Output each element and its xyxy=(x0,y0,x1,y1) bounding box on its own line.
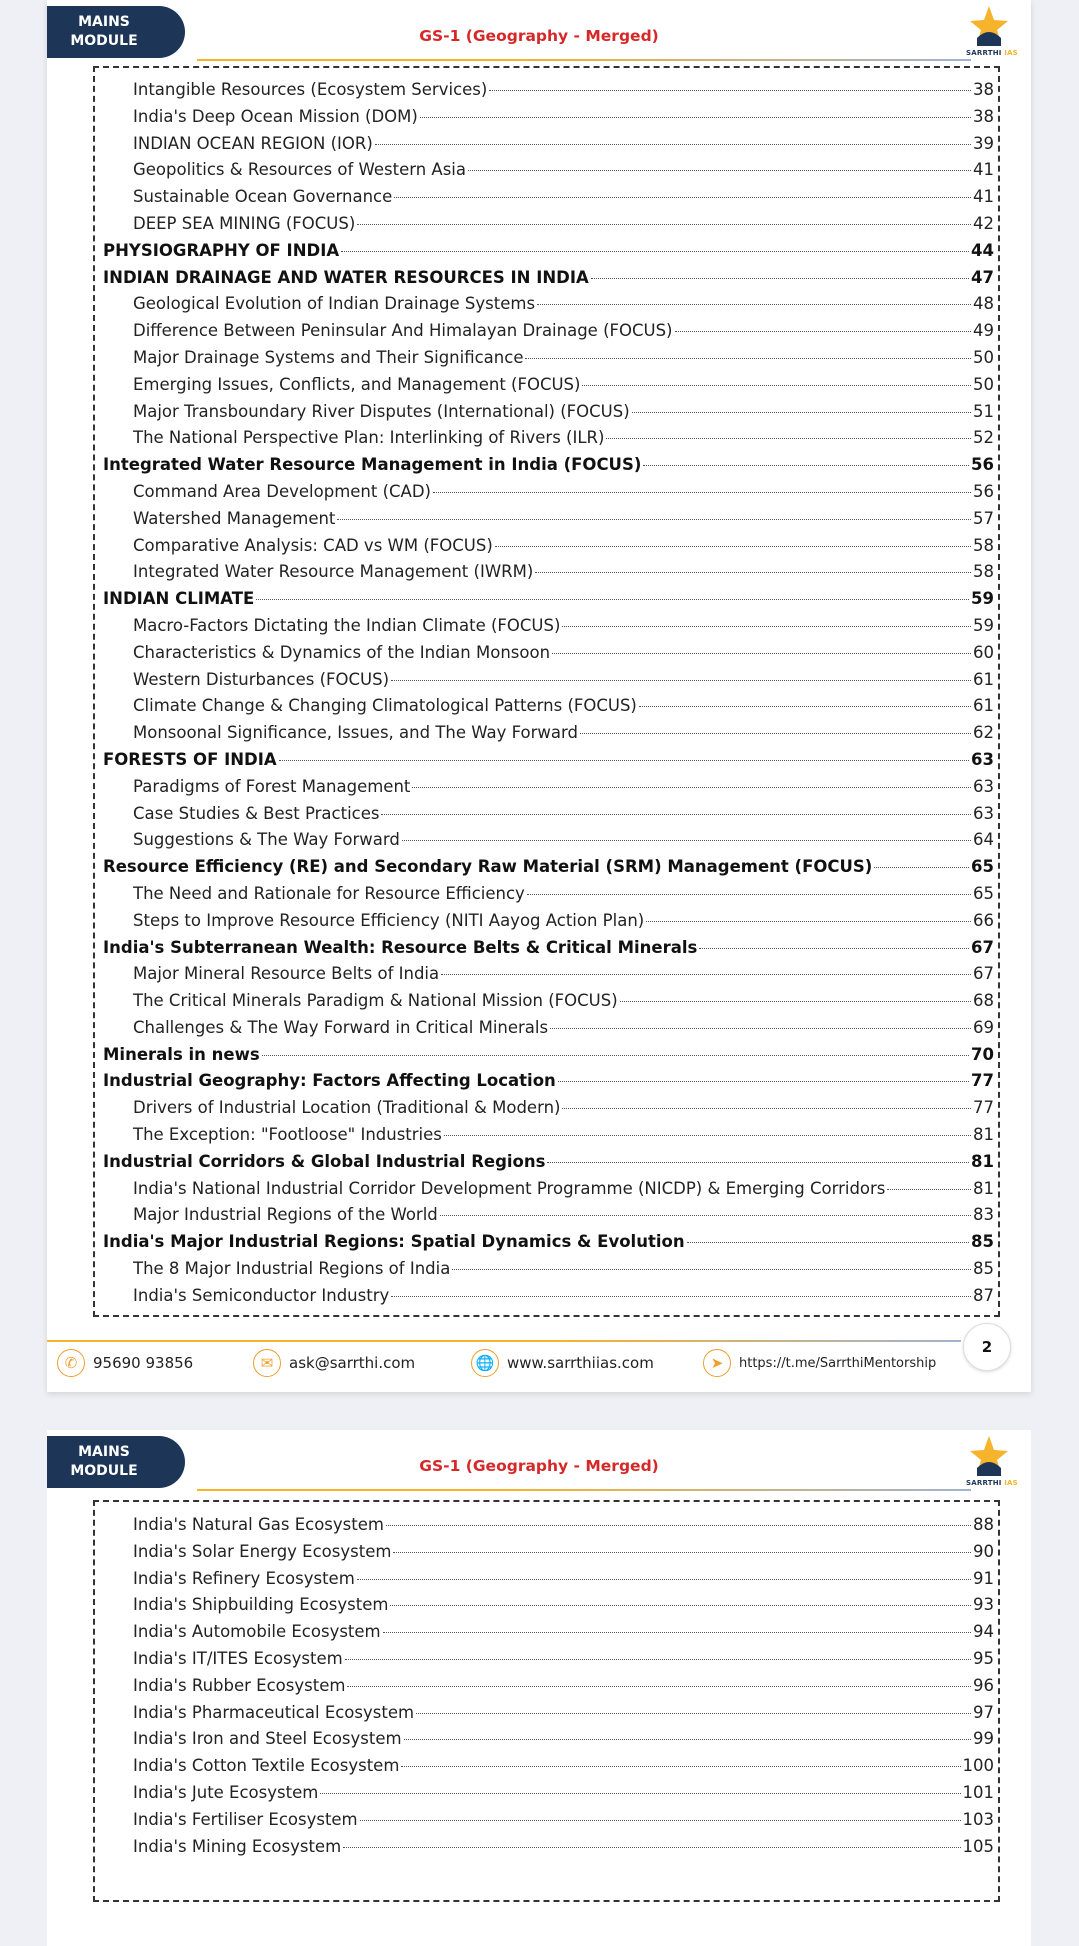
mail-icon: ✉ xyxy=(253,1349,281,1377)
toc-section-entry[interactable] xyxy=(95,777,998,804)
toc-entry-page: 57 xyxy=(973,508,994,528)
toc-entry-title: Steps to Improve Resource Efficiency (NITI Aayog Action Plan) xyxy=(133,910,645,930)
toc-entry-page: 63 xyxy=(973,776,994,796)
toc-section-entry[interactable] xyxy=(95,1259,998,1286)
toc-section-entry[interactable] xyxy=(95,1622,998,1649)
dot-leader xyxy=(444,1135,971,1136)
toc-entry-page: 77 xyxy=(973,1098,994,1118)
dot-leader xyxy=(495,546,971,547)
toc-list xyxy=(95,1502,998,1863)
toc-entry-title: Intangible Resources (Ecosystem Services) xyxy=(133,80,488,99)
toc-entry-title: INDIAN CLIMATE xyxy=(103,589,255,609)
dot-leader xyxy=(591,278,969,279)
toc-entry-page: 64 xyxy=(973,830,994,850)
toc-entry-page: 44 xyxy=(971,240,994,260)
toc-entry-page: 48 xyxy=(973,294,994,314)
toc-entry-title: Integrated Water Resource Management in India (FOCUS) xyxy=(103,455,642,475)
toc-section-entry[interactable] xyxy=(95,294,998,321)
document-page-2 xyxy=(47,1430,1031,1946)
toc-section-entry[interactable] xyxy=(95,1676,998,1703)
header-divider xyxy=(197,1489,971,1491)
toc-entry-title: Challenges & The Way Forward in Critical Minerals xyxy=(133,1017,549,1037)
toc-entry-page: 49 xyxy=(973,321,994,341)
toc-entry-page: 56 xyxy=(971,455,994,475)
footer-phone[interactable] xyxy=(57,1349,193,1377)
toc-entry-page: 81 xyxy=(973,1178,994,1198)
toc-entry-title: India's Automobile Ecosystem xyxy=(133,1622,381,1642)
toc-entry-page: 63 xyxy=(971,749,994,769)
toc-chapter-entry[interactable] xyxy=(95,1152,998,1179)
toc-section-entry[interactable] xyxy=(95,1595,998,1622)
toc-section-entry[interactable] xyxy=(95,509,998,536)
toc-section-entry[interactable] xyxy=(95,482,998,509)
toc-entry-title: Minerals in news xyxy=(103,1044,260,1064)
dot-leader xyxy=(341,251,969,252)
toc-section-entry[interactable] xyxy=(95,1569,998,1596)
toc-entry-page: 61 xyxy=(973,669,994,689)
toc-entry-title: Characteristics & Dynamics of the Indian Monsoon xyxy=(133,642,551,662)
footer-email[interactable] xyxy=(253,1349,415,1377)
footer-telegram-text: https://t.me/SarrthiMentorship xyxy=(739,1355,937,1371)
toc-entry-page: 101 xyxy=(962,1782,994,1802)
toc-section-entry[interactable] xyxy=(95,536,998,563)
toc-entry-page: 65 xyxy=(973,883,994,903)
dot-leader xyxy=(404,1739,971,1740)
toc-entry-page: 61 xyxy=(973,696,994,716)
dot-leader xyxy=(416,1713,971,1714)
dot-leader xyxy=(357,224,971,225)
toc-entry-title: The Need and Rationale for Resource Efficiency xyxy=(133,883,525,903)
telegram-icon: ➤ xyxy=(703,1349,731,1377)
toc-entry-title: Major Drainage Systems and Their Significance xyxy=(133,347,524,367)
toc-entry-title: Major Transboundary River Disputes (International) (FOCUS) xyxy=(133,401,630,421)
toc-entry-page: 90 xyxy=(973,1541,994,1561)
toc-entry-page: 65 xyxy=(971,857,994,877)
toc-entry-title: The 8 Major Industrial Regions of India xyxy=(133,1259,451,1279)
toc-entry-page: 59 xyxy=(971,589,994,609)
toc-entry-title: Geological Evolution of Indian Drainage Systems xyxy=(133,294,536,314)
dot-leader xyxy=(562,626,971,627)
star-logo-icon xyxy=(968,1434,1010,1478)
toc-entry-title: Comparative Analysis: CAD vs WM (FOCUS) xyxy=(133,535,493,555)
document-page-1 xyxy=(47,0,1031,1392)
toc-section-entry[interactable] xyxy=(95,884,998,911)
toc-entry-page: 68 xyxy=(973,991,994,1011)
toc-entry-page: 87 xyxy=(973,1285,994,1305)
toc-entry-page: 58 xyxy=(973,562,994,582)
toc-entry-title: Suggestions & The Way Forward xyxy=(133,830,400,850)
dot-leader xyxy=(452,1269,971,1270)
toc-entry-page: 81 xyxy=(973,1125,994,1145)
toc-entry-page: 62 xyxy=(973,723,994,743)
toc-entry-page: 103 xyxy=(962,1809,994,1829)
dot-leader xyxy=(390,1605,971,1606)
dot-leader xyxy=(433,492,971,493)
page-footer xyxy=(47,1340,1031,1392)
toc-entry-title: India's Rubber Ecosystem xyxy=(133,1675,346,1695)
toc-entry-title: The Exception: "Footloose" Industries xyxy=(133,1125,442,1145)
toc-entry-title: Emerging Issues, Conflicts, and Management (FOCUS) xyxy=(133,374,581,394)
dot-leader xyxy=(552,653,971,654)
toc-section-entry[interactable] xyxy=(95,1125,998,1152)
globe-icon: 🌐 xyxy=(471,1349,499,1377)
toc-entry-title: India's Iron and Steel Ecosystem xyxy=(133,1729,402,1749)
toc-entry-title: India's Solar Energy Ecosystem xyxy=(133,1541,392,1561)
toc-entry-page: 69 xyxy=(973,1017,994,1037)
dot-leader xyxy=(343,1847,960,1848)
toc-chapter-entry[interactable] xyxy=(95,455,998,482)
toc-entry-title: Monsoonal Significance, Issues, and The Way Forward xyxy=(133,723,579,743)
dot-leader xyxy=(347,1686,971,1687)
toc-entry-page: 66 xyxy=(973,910,994,930)
toc-entry-title: India's Cotton Textile Ecosystem xyxy=(133,1756,400,1776)
toc-section-entry[interactable] xyxy=(95,1810,998,1837)
toc-entry-page: 93 xyxy=(973,1595,994,1615)
star-logo-icon xyxy=(968,4,1010,48)
dot-leader xyxy=(320,1793,960,1794)
toc-entry-title: India's Fertiliser Ecosystem xyxy=(133,1809,358,1829)
dot-leader xyxy=(537,304,971,305)
toc-entry-title: FORESTS OF INDIA xyxy=(103,749,277,769)
toc-entry-title: Drivers of Industrial Location (Traditional & Modern) xyxy=(133,1098,561,1118)
toc-entry-page: 63 xyxy=(973,803,994,823)
dot-leader xyxy=(391,680,971,681)
toc-entry-title: Macro-Factors Dictating the Indian Climate (FOCUS) xyxy=(133,615,561,635)
toc-section-entry[interactable] xyxy=(95,1837,998,1864)
toc-chapter-entry[interactable] xyxy=(95,1071,998,1098)
toc-entry-title: India's Shipbuilding Ecosystem xyxy=(133,1595,389,1615)
dot-leader xyxy=(639,706,971,707)
toc-entry-title: India's Refinery Ecosystem xyxy=(133,1568,355,1588)
dot-leader xyxy=(632,412,971,413)
toc-entry-title: Difference Between Peninsular And Himalayan Drainage (FOCUS) xyxy=(133,321,673,341)
toc-entry-title: Climate Change & Changing Climatological Patterns (FOCUS) xyxy=(133,696,637,716)
toc-section-entry[interactable] xyxy=(95,1179,998,1206)
toc-section-entry[interactable] xyxy=(95,348,998,375)
toc-section-entry[interactable] xyxy=(95,670,998,697)
table-of-contents xyxy=(93,66,1000,1317)
footer-website[interactable] xyxy=(471,1349,654,1377)
toc-section-entry[interactable] xyxy=(95,214,998,241)
dot-leader xyxy=(646,921,971,922)
toc-section-entry[interactable] xyxy=(95,1098,998,1125)
toc-entry-page: 70 xyxy=(971,1044,994,1064)
dot-leader xyxy=(386,1525,971,1526)
toc-entry-title: PHYSIOGRAPHY OF INDIA xyxy=(103,240,340,260)
module-badge-line1: MAINS xyxy=(78,1444,130,1460)
toc-entry-page: 96 xyxy=(973,1675,994,1695)
toc-entry-title: Paradigms of Forest Management xyxy=(133,776,411,796)
dot-leader xyxy=(606,438,971,439)
toc-entry-title: Industrial Geography: Factors Affecting Location xyxy=(103,1071,556,1091)
dot-leader xyxy=(381,814,971,815)
table-of-contents xyxy=(93,1500,1000,1902)
dot-leader xyxy=(550,1028,971,1029)
toc-section-entry[interactable] xyxy=(95,643,998,670)
phone-icon: ✆ xyxy=(57,1349,85,1377)
toc-entry-title: Command Area Development (CAD) xyxy=(133,481,431,501)
dot-leader xyxy=(887,1189,971,1190)
toc-entry-page: 39 xyxy=(973,133,994,153)
toc-entry-title: India's Mining Ecosystem xyxy=(133,1836,342,1856)
logo-text: SARRTHI IAS xyxy=(966,49,1018,57)
dot-leader xyxy=(412,787,971,788)
toc-section-entry[interactable] xyxy=(95,107,998,134)
page-number: 2 xyxy=(963,1323,1011,1371)
toc-entry-page: 47 xyxy=(971,267,994,287)
toc-chapter-entry[interactable] xyxy=(95,268,998,295)
toc-section-entry[interactable] xyxy=(95,830,998,857)
dot-leader xyxy=(345,1659,971,1660)
dot-leader xyxy=(687,1242,969,1243)
toc-entry-page: 77 xyxy=(971,1071,994,1091)
toc-section-entry[interactable] xyxy=(95,375,998,402)
toc-chapter-entry[interactable] xyxy=(95,1232,998,1259)
toc-section-entry[interactable] xyxy=(95,80,998,107)
toc-section-entry[interactable] xyxy=(95,1729,998,1756)
toc-entry-page: 41 xyxy=(973,187,994,207)
toc-section-entry[interactable] xyxy=(95,402,998,429)
dot-leader xyxy=(441,974,971,975)
toc-chapter-entry[interactable] xyxy=(95,857,998,884)
dot-leader xyxy=(620,1001,971,1002)
dot-leader xyxy=(440,1215,971,1216)
document-title: GS-1 (Geography - Merged) xyxy=(419,1457,659,1475)
toc-section-entry[interactable] xyxy=(95,160,998,187)
toc-entry-page: 60 xyxy=(973,642,994,662)
footer-website-text: www.sarrthiias.com xyxy=(507,1354,654,1372)
dot-leader xyxy=(525,358,971,359)
dot-leader xyxy=(391,1296,971,1297)
toc-entry-title: Major Industrial Regions of the World xyxy=(133,1205,438,1225)
toc-entry-page: 97 xyxy=(973,1702,994,1722)
toc-section-entry[interactable] xyxy=(95,1515,998,1542)
dot-leader xyxy=(643,465,969,466)
toc-section-entry[interactable] xyxy=(95,1703,998,1730)
logo-text: SARRTHI IAS xyxy=(966,1479,1018,1487)
toc-entry-page: 38 xyxy=(973,106,994,126)
toc-entry-title: DEEP SEA MINING (FOCUS) xyxy=(133,213,356,233)
toc-entry-title: Sustainable Ocean Governance xyxy=(133,187,393,207)
toc-section-entry[interactable] xyxy=(95,1783,998,1810)
module-badge-line2: MODULE xyxy=(70,33,138,49)
dot-leader xyxy=(699,948,969,949)
toc-entry-page: 50 xyxy=(973,374,994,394)
toc-section-entry[interactable] xyxy=(95,428,998,455)
toc-entry-page: 51 xyxy=(973,401,994,421)
dot-leader xyxy=(558,1081,969,1082)
toc-entry-page: 94 xyxy=(973,1622,994,1642)
dot-leader xyxy=(468,170,971,171)
toc-entry-title: Case Studies & Best Practices xyxy=(133,803,380,823)
toc-entry-page: 38 xyxy=(973,80,994,99)
toc-entry-page: 50 xyxy=(973,347,994,367)
dot-leader xyxy=(535,572,971,573)
toc-entry-page: 83 xyxy=(973,1205,994,1225)
toc-section-entry[interactable] xyxy=(95,187,998,214)
toc-section-entry[interactable] xyxy=(95,723,998,750)
toc-entry-title: Major Mineral Resource Belts of India xyxy=(133,964,440,984)
dot-leader xyxy=(357,1579,971,1580)
toc-entry-title: Watershed Management xyxy=(133,508,336,528)
toc-entry-page: 95 xyxy=(973,1648,994,1668)
toc-entry-title: India's IT/ITES Ecosystem xyxy=(133,1648,343,1668)
dot-leader xyxy=(874,867,969,868)
toc-section-entry[interactable] xyxy=(95,964,998,991)
toc-entry-title: India's Natural Gas Ecosystem xyxy=(133,1515,384,1534)
toc-section-entry[interactable] xyxy=(95,1205,998,1232)
toc-entry-page: 41 xyxy=(973,160,994,180)
toc-entry-title: India's Major Industrial Regions: Spatial Dynamics & Evolution xyxy=(103,1232,685,1252)
toc-entry-title: INDIAN DRAINAGE AND WATER RESOURCES IN INDIA xyxy=(103,267,589,287)
toc-entry-page: 91 xyxy=(973,1568,994,1588)
toc-entry-page: 59 xyxy=(973,615,994,635)
footer-telegram[interactable] xyxy=(703,1349,936,1377)
dot-leader xyxy=(527,894,971,895)
toc-section-entry[interactable] xyxy=(95,562,998,589)
sarrthi-logo xyxy=(966,1434,1018,1494)
toc-chapter-entry[interactable] xyxy=(95,938,998,965)
toc-section-entry[interactable] xyxy=(95,1286,998,1313)
toc-section-entry[interactable] xyxy=(95,991,998,1018)
dot-leader xyxy=(360,1820,961,1821)
toc-entry-page: 85 xyxy=(973,1259,994,1279)
toc-chapter-entry[interactable] xyxy=(95,1045,998,1072)
toc-entry-page: 42 xyxy=(973,213,994,233)
dot-leader xyxy=(420,117,971,118)
dot-leader xyxy=(383,1632,971,1633)
dot-leader xyxy=(489,90,971,91)
toc-entry-page: 67 xyxy=(971,937,994,957)
toc-section-entry[interactable] xyxy=(95,616,998,643)
toc-entry-page: 105 xyxy=(962,1836,994,1856)
dot-leader xyxy=(580,733,971,734)
dot-leader xyxy=(375,144,971,145)
toc-entry-title: India's Pharmaceutical Ecosystem xyxy=(133,1702,415,1722)
toc-entry-page: 67 xyxy=(973,964,994,984)
dot-leader xyxy=(279,760,969,761)
toc-section-entry[interactable] xyxy=(95,1649,998,1676)
toc-entry-title: Integrated Water Resource Management (IWRM) xyxy=(133,562,534,582)
dot-leader xyxy=(582,385,971,386)
document-title: GS-1 (Geography - Merged) xyxy=(419,27,659,45)
sarrthi-logo xyxy=(966,4,1018,64)
toc-list xyxy=(95,68,998,1313)
toc-entry-page: 88 xyxy=(973,1515,994,1534)
header-divider xyxy=(197,59,971,61)
dot-leader xyxy=(256,599,969,600)
toc-entry-title: The Critical Minerals Paradigm & National Mission (FOCUS) xyxy=(133,991,618,1011)
footer-phone-text: 95690 93856 xyxy=(93,1354,194,1372)
dot-leader xyxy=(675,331,972,332)
toc-entry-page: 58 xyxy=(973,535,994,555)
toc-chapter-entry[interactable] xyxy=(95,589,998,616)
toc-entry-page: 100 xyxy=(962,1756,994,1776)
toc-section-entry[interactable] xyxy=(95,1542,998,1569)
toc-entry-title: Industrial Corridors & Global Industrial Regions xyxy=(103,1151,546,1171)
toc-entry-page: 85 xyxy=(971,1232,994,1252)
toc-entry-title: Western Disturbances (FOCUS) xyxy=(133,669,390,689)
toc-section-entry[interactable] xyxy=(95,134,998,161)
dot-leader xyxy=(547,1162,969,1163)
toc-entry-title: India's Deep Ocean Mission (DOM) xyxy=(133,106,418,126)
toc-entry-page: 99 xyxy=(973,1729,994,1749)
toc-entry-title: India's Semiconductor Industry xyxy=(133,1285,390,1305)
toc-entry-title: INDIAN OCEAN REGION (IOR) xyxy=(133,133,373,153)
dot-leader xyxy=(562,1108,971,1109)
toc-entry-page: 81 xyxy=(971,1151,994,1171)
dot-leader xyxy=(401,1766,960,1767)
toc-section-entry[interactable] xyxy=(95,1756,998,1783)
toc-section-entry[interactable] xyxy=(95,911,998,938)
dot-leader xyxy=(394,197,971,198)
dot-leader xyxy=(337,519,971,520)
module-badge-line2: MODULE xyxy=(70,1463,138,1479)
module-badge-line1: MAINS xyxy=(78,14,130,30)
toc-entry-title: The National Perspective Plan: Interlinking of Rivers (ILR) xyxy=(133,428,605,448)
toc-entry-title: India's National Industrial Corridor Development Programme (NICDP) & Emerging Corridors xyxy=(133,1178,886,1198)
toc-section-entry[interactable] xyxy=(95,696,998,723)
toc-entry-page: 56 xyxy=(973,481,994,501)
toc-entry-page: 52 xyxy=(973,428,994,448)
footer-email-text: ask@sarrthi.com xyxy=(289,1354,416,1372)
footer-divider xyxy=(47,1340,961,1342)
dot-leader xyxy=(393,1552,971,1553)
toc-section-entry[interactable] xyxy=(95,321,998,348)
toc-section-entry[interactable] xyxy=(95,1018,998,1045)
toc-entry-title: Resource Efficiency (RE) and Secondary Raw Material (SRM) Management (FOCUS) xyxy=(103,857,873,877)
dot-leader xyxy=(402,840,971,841)
toc-chapter-entry[interactable] xyxy=(95,750,998,777)
toc-section-entry[interactable] xyxy=(95,804,998,831)
dot-leader xyxy=(262,1055,969,1056)
toc-entry-title: Geopolitics & Resources of Western Asia xyxy=(133,160,466,180)
toc-entry-title: India's Jute Ecosystem xyxy=(133,1782,319,1802)
toc-chapter-entry[interactable] xyxy=(95,241,998,268)
toc-entry-title: India's Subterranean Wealth: Resource Belts & Critical Minerals xyxy=(103,937,698,957)
